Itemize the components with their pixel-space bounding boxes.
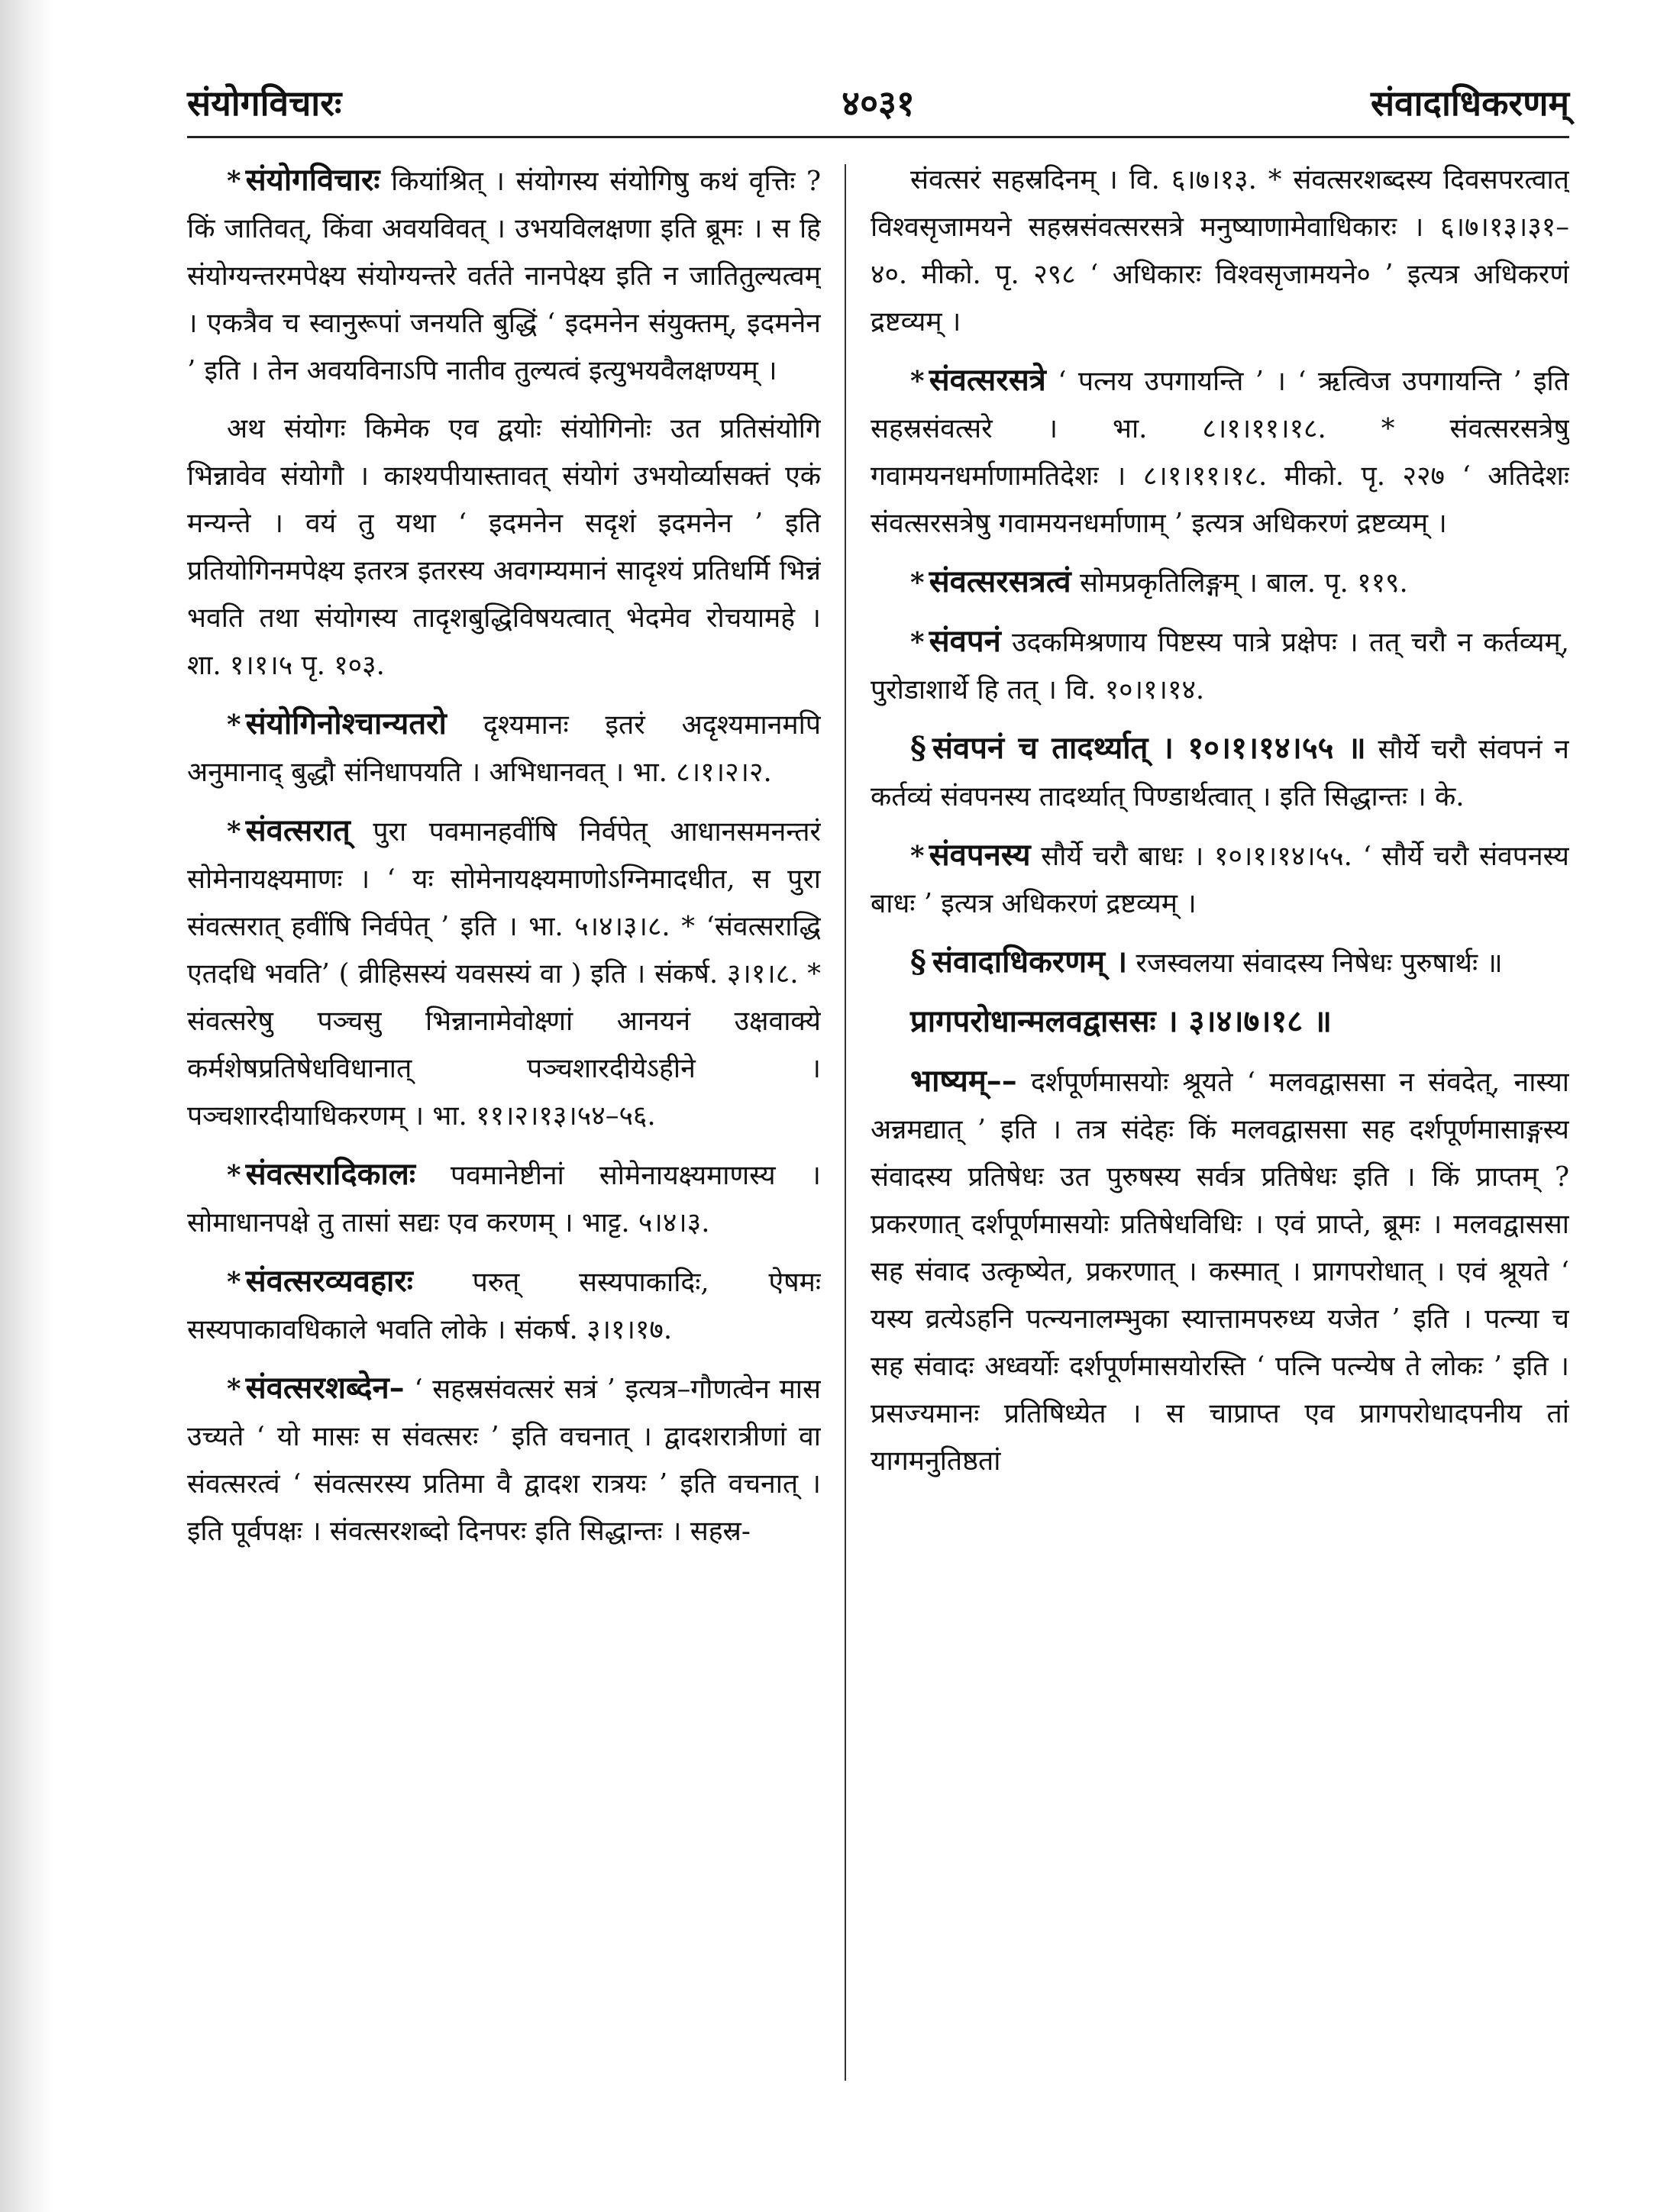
entry-heading: संयोगविचारः — [245, 162, 380, 198]
entry-paragraph — [871, 558, 1569, 607]
entry-text: ‘ पत्नय उपगायन्ति ’ । ‘ ऋत्विज उपगायन्ति ’ इति सहस्रसंवत्सरे । भा. ८।१।११।१८. * संवत्सरसत्रेषु गवामयनधर्माणामतिदेशः । ८।१।११।१८. मीको. पृ. २२७ ‘ अतिदेशः संवत्सरसत्रेषु गवामयनधर्माणाम् ’ इत्यत्र अधिकरणं द्रष्टव्यम् । — [871, 366, 1569, 539]
entry-mark-icon: * — [910, 567, 925, 599]
entry-text: रजस्वलया संवादस्य निषेधः पुरुषार्थः ॥ — [1136, 948, 1503, 979]
right-column — [871, 157, 1569, 2081]
entry-mark-icon: * — [227, 1374, 241, 1405]
entry-paragraph — [871, 618, 1569, 714]
entry-heading: संवपनं — [929, 623, 1001, 659]
entry-mark-icon: * — [227, 1160, 241, 1191]
entry-heading: संयोगिनोश्चान्यतरो — [245, 706, 447, 741]
entry-paragraph — [871, 1058, 1569, 1485]
entry-heading: संवादाधिकरणम् । — [932, 944, 1128, 980]
running-head-left: संयोगविचारः — [187, 82, 342, 124]
entry-text: दृश्यमानः इतरं अदृश्यमानमपि अनुमानाद् बुद्धौ संनिधापयति । अभिधानवत् । भा. ८।१।२।२. — [187, 709, 821, 788]
entry-text: सोमप्रकृतिलिङ्गम् । बाल. पृ. ११९. — [1079, 567, 1408, 599]
entry-heading: संवपनस्य — [929, 837, 1031, 873]
entry-text: दर्शपूर्णमासयोः श्रूयते ‘ मलवद्वाससा न संवदेत्, नास्या अन्नमद्यात् ’ इति । तत्र संदेहः किं मलवद्वाससा सह दर्शपूर्णमासाङ्गस्य संवादस्य प्रतिषेधः उत पुरुषस्य सर्वत्र प्रतिषेधः इति । किं प्राप्तम् ? प्रकरणात् दर्शपूर्णमासयोः प्रतिषेधविधिः । एवं प्राप्ते, ब्रूमः । मलवद्वाससा सह संवाद उत्कृष्येत, प्रकरणात् । कस्मात् । प्रागपरोधात् । एवं श्रूयते ‘ यस्य व्रत्येऽहनि पत्न्यनालम्भुका स्यात्तामपरुध्य यजेत ’ इति । पत्न्या च सह संवादः अध्वर्योः दर्शपूर्णमासयोरस्ति ‘ पत्नि पत्न्येष ते लोकः ’ इति । प्रसज्यमानः प्रतिषिध्येत । स चाप्राप्त एव प्रागपरोधादपनीय तां यागमनुतिष्ठतां — [871, 1067, 1569, 1477]
header-rule — [187, 136, 1569, 138]
entry-text: अथ संयोगः किमेक एव द्वयोः संयोगिनोः उत प्रतिसंयोगि भिन्नावेव संयोगौ । काश्यपीयास्तावत् संयोगं उभयोर्व्यासक्तं एकं मन्यन्ते । वयं तु यथा ‘ इदमनेन सदृशं इदमनेन ’ इति प्रतियोगिनमपेक्ष्य इतरत्र इतरस्य अवगम्यमानं सादृश्यं प्रतिधर्मि भिन्नं भवति तथा संयोगस्य तादृशबुद्धिविषयत्वात् भेदमेव रोचयामहे । शा. १।१।५ पृ. १०३. — [187, 413, 821, 681]
entry-text: ‘ सहस्रसंवत्सरं सत्रं ’ इत्यत्र–गौणत्वेन मास उच्यते ‘ यो मासः स संवत्सरः ’ इति वचनात् । द्वादशरात्रीणां वा संवत्सरत्वं ‘ संवत्सरस्य प्रतिमा वै द्वादश रात्रयः ’ इति वचनात् । इति पूर्वपक्षः । संवत्सरशब्दो दिनपरः इति सिद्धान्तः । सहस्र- — [187, 1374, 821, 1547]
entry-heading: प्रागपरोधान्मलवद्वाससः । ३।४।७।१८ ॥ — [910, 1003, 1332, 1039]
entry-text: उदकमिश्रणाय पिष्टस्य पात्रे प्रक्षेपः । तत् चरौ न कर्तव्यम्, पुरोडाशार्थे हि तत् । वि. १०।१।१४. — [871, 627, 1569, 706]
entry-heading: संवपनं च तादर्थ्यात् । १०।१।१४।५५ ॥ — [932, 730, 1366, 766]
running-head-right: संवादाधिकरणम् — [1370, 82, 1569, 124]
entry-paragraph — [187, 1151, 821, 1247]
entry-paragraph — [187, 157, 821, 395]
scan-edge — [0, 0, 53, 2212]
entry-heading: संवत्सरसत्रे — [929, 362, 1046, 398]
entry-text: कियांश्रित् । संयोगस्य संयोगिषु कथं वृत्तिः ? किं जातिवत्, किंवा अवयविवत् । उभयविलक्षणा इति ब्रूमः । स हि संयोग्यन्तरमपेक्ष्य संयोग्यन्तरे वर्तते नानपेक्ष्य इति न जातितुल्यत्वम् । एकत्रैव च स्वानुरूपां जनयति बुद्धिं ‘ इदमनेन संयुक्तम्, इदमनेन ’ इति । तेन अवयविनाऽपि नातीव तुल्यत्वं इत्युभयवैलक्षण्यम् । — [187, 166, 821, 386]
entry-paragraph — [187, 405, 821, 689]
column-divider — [845, 164, 846, 2081]
entry-mark-icon: * — [910, 627, 925, 658]
entry-paragraph — [871, 998, 1569, 1047]
sutra-mark-icon: § — [910, 730, 926, 766]
entry-heading: संवत्सरात् — [245, 812, 351, 848]
page-header — [187, 69, 1569, 137]
entry-paragraph — [871, 157, 1569, 346]
entry-heading: संवत्सरसत्रत्वं — [929, 563, 1071, 599]
entry-mark-icon: * — [227, 166, 241, 197]
entry-paragraph — [871, 832, 1569, 928]
entry-heading: संवत्सरादिकालः — [245, 1156, 415, 1192]
entry-mark-icon: * — [227, 816, 241, 848]
sutra-mark-icon: § — [910, 944, 926, 980]
entry-text: पुरा पवमानहवींषि निर्वपेत् आधानसमनन्तरं सोमेनायक्ष्यमाणः । ‘ यः सोमेनायक्ष्यमाणोऽग्निमादधीत, स पुरा संवत्सरात् हवींषि निर्वपेत् ’ इति । भा. ५।४।३।८. * ‘संवत्सराद्धि एतदधि भवति’ ( व्रीहिसस्यं यवसस्यं वा ) इति । संकर्ष. ३।१।८. * संवत्सरेषु पञ्चसु भिन्नानामेवोक्ष्णां आनयनं उक्षवाक्ये कर्मशेषप्रतिषेधविधानात् पञ्चशारदीयेऽहीने । पञ्चशारदीयाधिकरणम् । भा. ११।२।१३।५४–५६. — [187, 816, 821, 1132]
entry-text: संवत्सरं सहस्रदिनम् । वि. ६।७।१३. * संवत्सरशब्दस्य दिवसपरत्वात् विश्वसृजामयने सहस्रसंवत्सरसत्रे मनुष्याणामेवाधिकारः । ६।७।१३।३१–४०. मीको. पृ. २९८ ‘ अधिकारः विश्वसृजामयने० ’ इत्यत्र अधिकरणं द्रष्टव्यम् । — [871, 164, 1569, 337]
entry-mark-icon: * — [227, 709, 241, 741]
entry-paragraph — [871, 725, 1569, 821]
entry-heading: भाष्यम्–– — [910, 1063, 1017, 1099]
entry-paragraph — [187, 700, 821, 796]
entry-text: परुत् सस्यपाकादिः, ऐषमः सस्यपाकावधिकाले भवति लोके । संकर्ष. ३।१।१७. — [187, 1267, 821, 1345]
entry-paragraph — [187, 807, 821, 1140]
entry-mark-icon: * — [910, 366, 925, 397]
entry-mark-icon: * — [227, 1267, 241, 1298]
entry-heading: संवत्सरशब्देन– — [245, 1370, 405, 1406]
entry-mark-icon: * — [910, 841, 925, 872]
entry-paragraph — [187, 1364, 821, 1555]
entry-text: सौर्ये चरौ बाधः । १०।१।१४।५५. ‘ सौर्ये चरौ संवपनस्य बाधः ’ इत्यत्र अधिकरणं द्रष्टव्यम् । — [871, 841, 1569, 919]
page-number: ४०३१ — [842, 82, 915, 124]
entry-heading: संवत्सरव्यवहारः — [245, 1263, 413, 1299]
entry-paragraph — [187, 1258, 821, 1354]
left-column — [187, 157, 821, 2081]
entry-paragraph — [871, 938, 1569, 987]
entry-text: सौर्ये चरौ संवपनं न कर्तव्यं संवपनस्य तादर्थ्यात् पिण्डार्थत्वात् । इति सिद्धान्तः । के. — [871, 734, 1569, 812]
entry-text: पवमानेष्टीनां सोमेनायक्ष्यमाणस्य । सोमाधानपक्षे तु तासां सद्यः एव करणम् । भाट्ट. ५।४।३. — [187, 1160, 821, 1238]
entry-paragraph — [871, 357, 1569, 547]
